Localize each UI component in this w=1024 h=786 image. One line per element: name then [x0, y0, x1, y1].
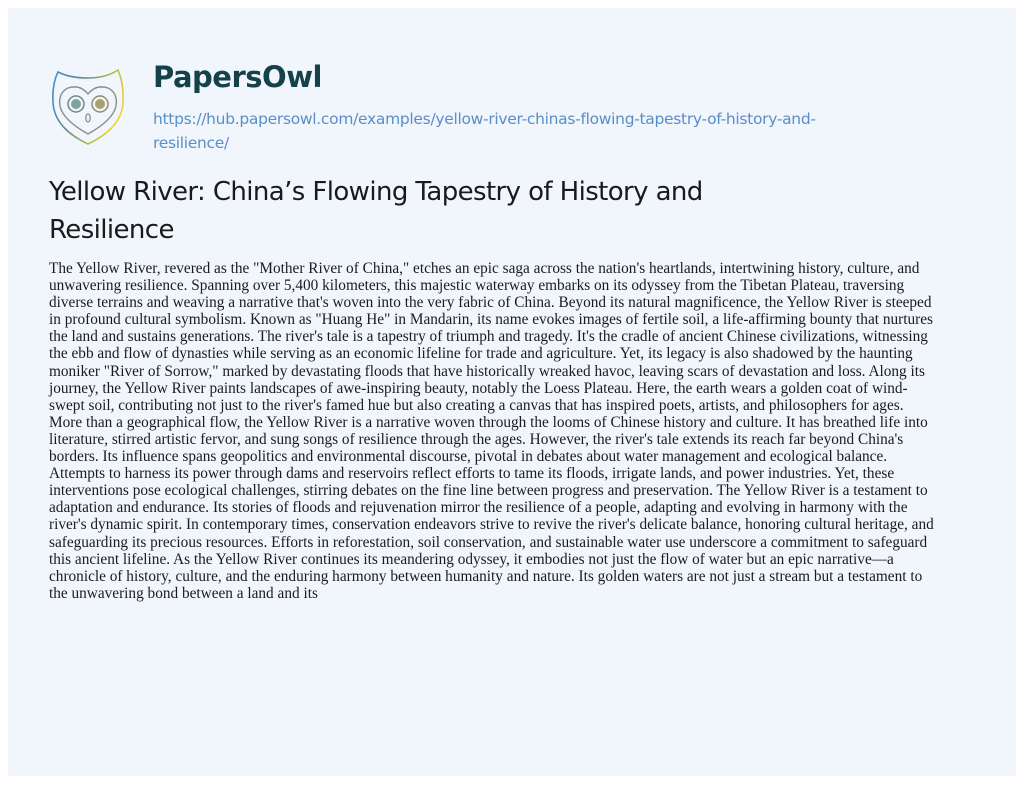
- body-line: journey, the Yellow River paints landscapes of awe-inspiring beauty, notably the Loess Plateau. Here, the earth wears a golden coat of wind-: [49, 379, 908, 397]
- body-line: safeguarding its precious resources. Efforts in reforestation, soil conservation, and sustainable water use underscore a commitment to safeguard: [49, 533, 928, 551]
- body-line: the land and sustains generations. The river's tale is a tapestry of triumph and tragedy. It's the cradle of ancient Chinese civilizations, witnessing: [49, 328, 928, 346]
- source-url-line[interactable]: https://hub.papersowl.com/examples/yellow-river-chinas-flowing-tapestry-of-history-and-: [153, 110, 816, 128]
- body-line: in profound cultural symbolism. Known as "Huang He" in Mandarin, its name evokes images of fertile soil, a life-affirming bounty that nurtures: [49, 311, 933, 329]
- body-line: literature, stirred artistic fervor, and sung songs of resilience through the ages. However, the river's tale extends its reach far beyond China's: [49, 430, 904, 448]
- body-line: More than a geographical flow, the Yellow River is a narrative woven through the looms of Chinese history and culture. It has breathed life into: [49, 413, 928, 431]
- page-title-line: Yellow River: China’s Flowing Tapestry of History and: [49, 177, 703, 207]
- body-line: this ancient lifeline. As the Yellow River continues its meandering odyssey, it embodies not just the flow of water but an epic narrative—a: [49, 550, 894, 568]
- brand-name: PapersOwl: [153, 60, 322, 94]
- body-line: borders. Its influence spans geopolitics and environmental discourse, pivotal in debates about water management and ecological balance.: [49, 448, 888, 466]
- body-line: The Yellow River, revered as the "Mother River of China," etches an epic saga across the nation's heartlands, intertwining history, culture, and: [49, 260, 920, 277]
- body-line: adaptation and endurance. Its stories of floods and rejuvenation mirror the resilience of a people, adapting and evolving in harmony with the: [49, 499, 908, 517]
- owl-logo-icon: [50, 66, 126, 148]
- body-line: Attempts to harness its power through dams and reservoirs reflect efforts to tame its floods, irrigate lands, and power industries. Yet, these: [49, 465, 895, 483]
- body-line: unwavering resilience. Spanning over 5,400 kilometers, this majestic waterway embarks on its odyssey from the Tibetan Plateau, traversing: [49, 277, 905, 295]
- body-line: river's dynamic spirit. In contemporary times, conservation endeavors strive to revive the river's delicate balance, honoring cultural heritage, and: [49, 516, 934, 534]
- body-line: diverse terrains and weaving a narrative that's woven into the very fabric of China. Beyond its natural magnificence, the Yellow River is steeped: [49, 294, 932, 312]
- source-url-line[interactable]: resilience/: [153, 134, 229, 152]
- body-line: chronicle of history, culture, and the enduring harmony between humanity and nature. Its golden waters are not just a stream but a testament to: [49, 567, 923, 585]
- body-line: interventions pose ecological challenges, stirring debates on the fine line between progress and preservation. The Yellow River is a testament to: [49, 482, 928, 500]
- source-url[interactable]: [153, 107, 913, 155]
- body-line: the unwavering bond between a land and its: [49, 584, 318, 602]
- essay-body: [49, 260, 934, 602]
- page-title-line: Resilience: [49, 215, 174, 245]
- body-line: the ebb and flow of dynasties while serving as an economic lifeline for trade and agriculture. Yet, its legacy is also shadowed by the haunting: [49, 345, 913, 363]
- body-line: moniker "River of Sorrow," marked by devastating floods that have historically wreaked havoc, leaving scars of devastation and loss. Along its: [49, 362, 925, 380]
- body-line: swept soil, contributing not just to the river's famed hue but also creating a canvas that has inspired poets, artists, and philosophers for ages.: [49, 396, 904, 414]
- page-title: [49, 173, 703, 249]
